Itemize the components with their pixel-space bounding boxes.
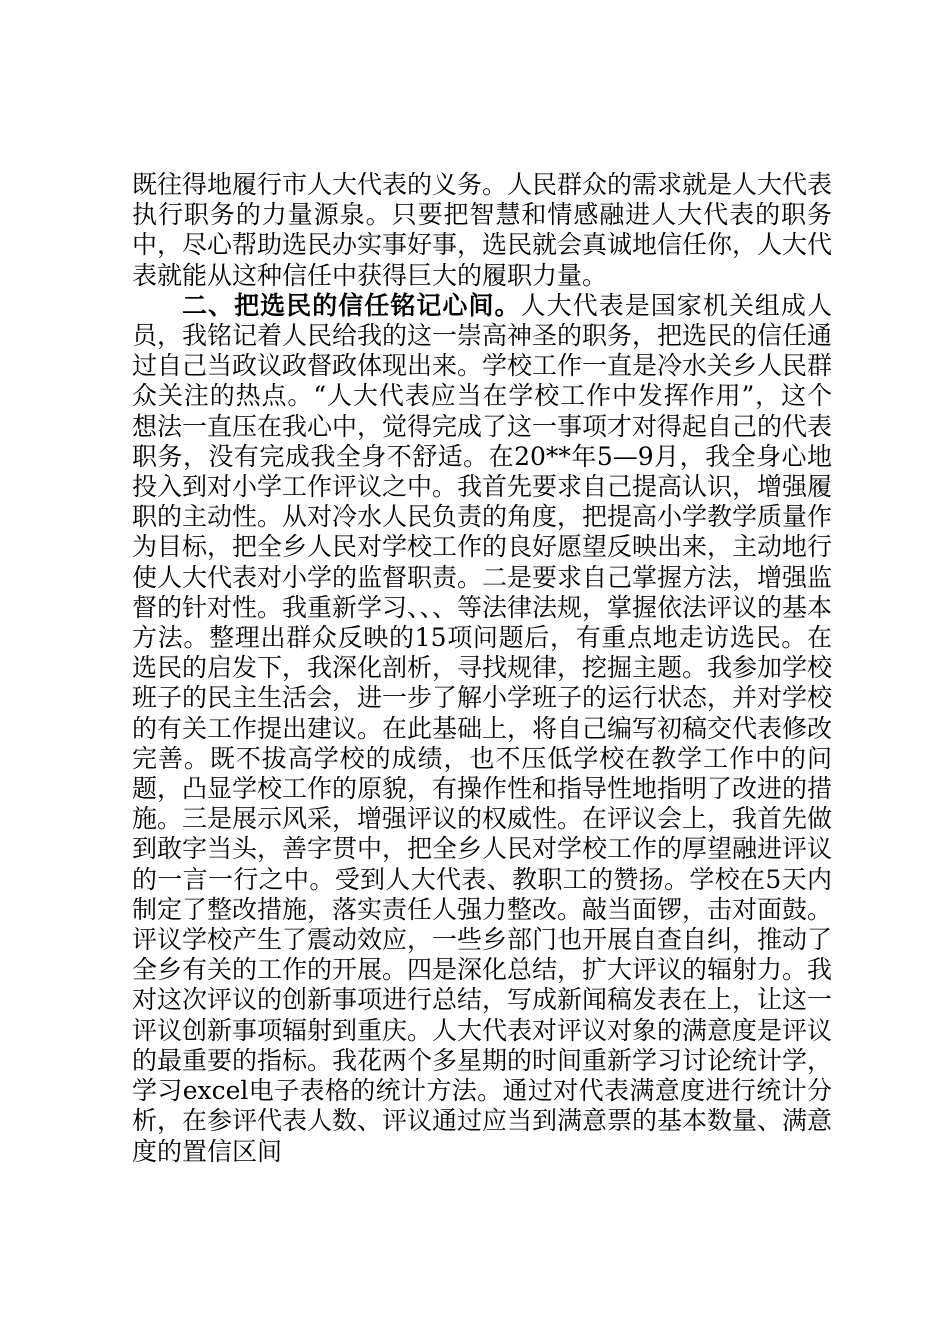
section-body: 人大代表是国家机关组成人员，我铭记着人民给我的这一崇高神圣的职务，把选民的信任通过自己当政议政督政体现出来。学校工作一直是冷水关乡人民群众关注的热点。“人大代表应当在学校工作中发挥作用”，这个想法一直压在我心中，觉得完成了这一事项才对得起自己的代表职务，没有完成我全身不舒适。在20**年5—9月，我全身心地投入到对小学工作评议之中。我首先要求自己提高认识，增强履职的主动性。从对冷水人民负责的角度，把提高小学教学质量作为目标，把全乡人民对学校工作的良好愿望反映出来，主动地行使人大代表对小学的监督职责。二是要求自己掌握方法，增强监督的针对性。我重新学习、、、等法律法规，掌握依法评议的基本方法。整理出群众反映的15项问题后，有重点地走访选民。在选民的启发下，我深化剖析，寻找规律，挖掘主题。我参加学校班子的民主生活会，进一步了解小学班子的运行状态，并对学校的有关工作提出建议。在此基础上，将自己编写初稿交代表修改完善。既不拔高学校的成绩，也不压低学校在教学工作中的问题，凸显学校工作的原貌，有操作性和指导性地指明了改进的措施。三是展示风采，增强评议的权威性。在评议会上，我首先做到敢字当头，善字贯中，把全乡人民对学校工作的厚望融进评议的一言一行之中。受到人大代表、教职工的赞扬。学校在5天内制定了整改措施，落实责任人强力整改。敲当面锣，击对面鼓。评议学校产生了震动效应，一些乡部门也开展自查自纠，推动了全乡有关的工作的开展。四是深化总结，扩大评议的辐射力。我对这次评议的创新事项进行总结，写成新闻稿发表在上，让这一评议创新事项辐射到重庆。人大代表对评议对象的满意度是评议的最重要的指标。我花两个多星期的时间重新学习讨论统计学，学习excel电子表格的统计方法。通过对代表满意度进行统计分析，在参评代表人数、评议通过应当到满意票的基本数量、满意度的置信区间 (132, 290, 833, 1166)
section-heading: 二、把选民的信任铭记心间。 (182, 290, 521, 320)
paragraph-continuation: 既往得地履行市人大代表的义务。人民群众的需求就是人大代表执行职务的力量源泉。只要把智慧和情感融进人大代表的职务中，尽心帮助选民办实事好事，选民就会真诚地信任你，人大代表就能从这种信任中获得巨大的履职力量。 (132, 170, 833, 290)
paragraph-section-two (132, 291, 832, 1167)
document-page (132, 170, 832, 1167)
